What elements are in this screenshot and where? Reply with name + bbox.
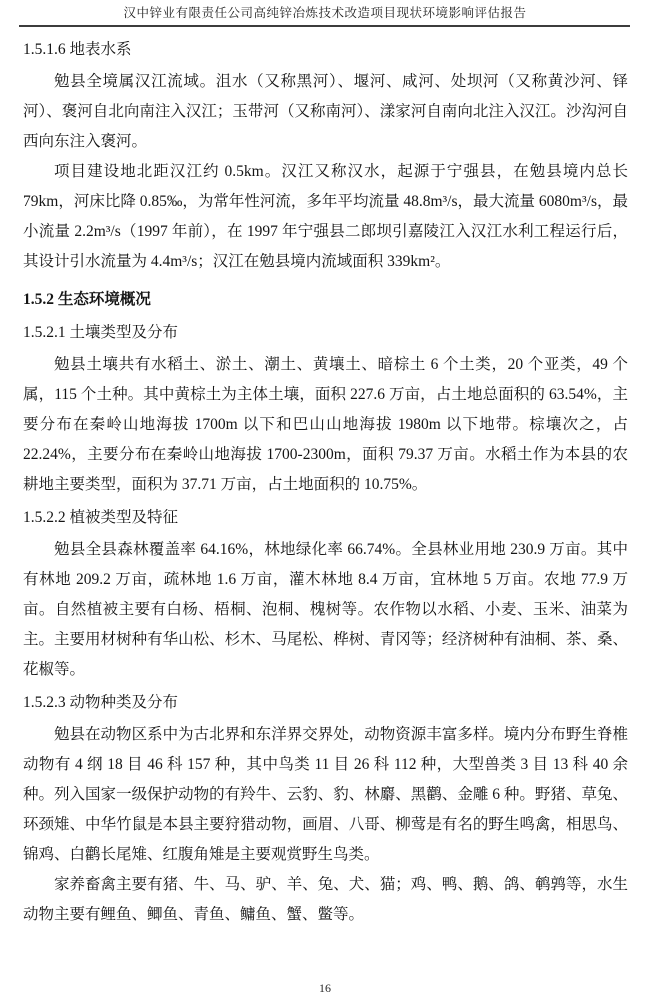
paragraph: 勉县土壤共有水稻土、淤土、潮土、黄壤土、暗棕土 6 个土类，20 个亚类，49 个属，115 个土种。其中黄棕土为主体土壤，面积 227.6 万亩，占土地总面积的 63.54%，主要分布在秦岭山地海拔 1700m 以下和巴山山地海拔 1980m 以下地带。棕壤次之，占 22.24%，主要分布在秦岭山地海拔 1700-2300m，面积 79.37 万亩。水稻土作为本县的农耕地主要类型，面积为 37.71 万亩，占土地面积的 10.75%。 [23,356,628,493]
page-footer [0,979,650,997]
page-number: 16 [319,981,331,995]
section-heading: 1.5.2.3 动物种类及分布 [23,694,179,711]
section-heading: 1.5.2.1 土壤类型及分布 [23,324,179,341]
header-rule [19,25,630,27]
paragraph: 家养畜禽主要有猪、牛、马、驴、羊、兔、犬、猫；鸡、鸭、鹅、鸽、鹌鹑等，水生动物主要有鲤鱼、鲫鱼、青鱼、鳙鱼、蟹、鳖等。 [23,876,628,923]
paragraph: 项目建设地北距汉江约 0.5km。汉江又称汉水，起源于宁强县，在勉县境内总长 79km，河床比降 0.85‰，为常年性河流，多年平均流量 48.8m³/s，最大流量 6080m³/s，最小流量 2.2m³/s（1997 年前），在 1997 年宁强县二郎坝引嘉陵江入汉江水利工程运行后，其设计引水流量为 4.4m³/s；汉江在勉县境内流域面积 339km²。 [23,163,628,270]
report-header-title: 汉中锌业有限责任公司高纯锌冶炼技术改造项目现状环境影响评估报告 [123,6,527,20]
section-heading: 1.5.1.6 地表水系 [23,41,132,58]
section-heading: 1.5.2.2 植被类型及特征 [23,509,179,526]
document-body [23,35,628,930]
paragraph: 勉县在动物区系中为古北界和东洋界交界处，动物资源丰富多样。境内分布野生脊椎动物有 4 纲 18 目 46 科 157 种，其中鸟类 11 目 26 科 112 种，大型兽类 3 目 13 科 40 余种。列入国家一级保护动物的有羚牛、云豹、豹、林麝、黑鹳、金雕 6 种。野猪、草兔、环颈雉、中华竹鼠是本县主要狩猎动物，画眉、八哥、柳莺是有名的野生鸣禽，相思鸟、锦鸡、白鹳长尾雉、红腹角雉是主要观赏野生鸟类。 [23,726,628,863]
section-heading: 1.5.2 生态环境概况 [23,291,151,308]
paragraph: 勉县全境属汉江流域。沮水（又称黑河）、堰河、咸河、处坝河（又称黄沙河、铎河）、褒河自北向南注入汉江；玉带河（又称南河）、漾家河自南向北注入汉江。沙沟河自西向东注入褒河。 [23,73,628,150]
paragraph: 勉县全县森林覆盖率 64.16%，林地绿化率 66.74%。全县林业用地 230.9 万亩。其中有林地 209.2 万亩，疏林地 1.6 万亩，灌木林地 8.4 万亩，宜林地 5 万亩。农地 77.9 万亩。自然植被主要有白杨、梧桐、泡桐、槐树等。农作物以水稻、小麦、玉米、油菜为主。主要用材树种有华山松、杉木、马尾松、桦树、青冈等；经济树种有油桐、茶、桑、花椒等。 [23,541,628,678]
page-header [0,0,650,27]
